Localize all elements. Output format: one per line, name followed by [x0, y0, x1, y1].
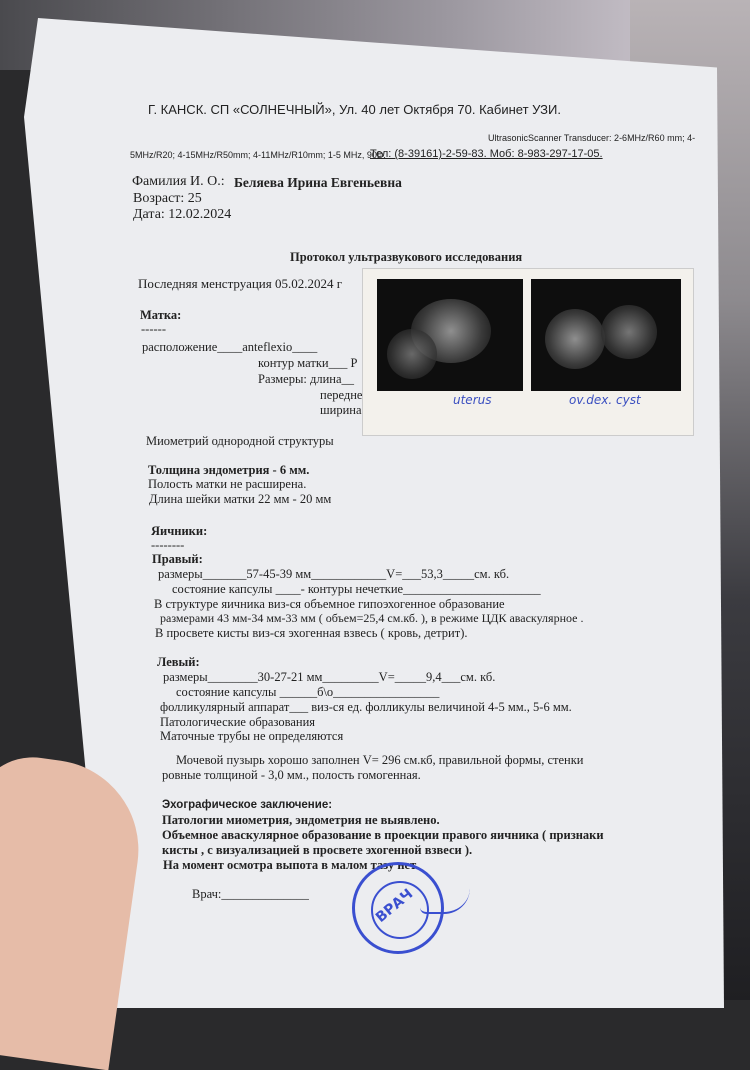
uterus-heading: Матка: [140, 308, 182, 322]
bladder-line-2: ровные толщиной - 3,0 мм., полость гомогенная. [162, 768, 421, 782]
ultrasound-image-uterus [377, 279, 523, 391]
doctor-signature-line: Врач:______________ [192, 887, 309, 901]
photo-note-right-ovary: ov.dex. cyst [569, 393, 641, 407]
endometrium-thickness: Толщина эндометрия - 6 мм. [148, 463, 310, 477]
last-period: Последняя менструация 05.02.2024 г [138, 276, 343, 291]
conclusion-line-3: кисты , с визуализацией в просвете эхогенной взвеси ). [162, 843, 473, 857]
stamp-text: ВРАЧ [372, 886, 417, 926]
ovaries-heading: Яичники: [151, 524, 208, 538]
pathological-formations: Патологические образования [160, 715, 316, 729]
clinic-header-line1: Г. КАНСК. СП «СОЛНЕЧНЫЙ», Ул. 40 лет Октября 70. Кабинет УЗИ. [148, 102, 561, 117]
right-ovary-structure-2: размерами 43 мм-34 мм-33 мм ( объем=25,4 см.кб. ), в режиме ЦДК аваскулярное . [160, 611, 584, 625]
fallopian-tubes: Маточные трубы не определяются [160, 729, 344, 743]
cervix-length: Длина шейки матки 22 мм - 20 мм [149, 492, 332, 506]
conclusion-line-4: На момент осмотра выпота в малом тазу нет. [163, 858, 419, 872]
uterus-position: расположение____anteflexio____ [142, 340, 318, 354]
bladder-line-1: Мочевой пузырь хорошо заполнен V= 296 см.кб, правильной формы, стенки [176, 753, 584, 767]
clinic-phones: Тел: (8-39161)-2-59-83. Моб: 8-983-297-17-05. [370, 148, 603, 160]
patient-age: Возраст: 25 [133, 191, 202, 206]
uterus-contour: контур матки___ Р [258, 356, 358, 370]
uterus-width: ширина [320, 403, 362, 417]
right-ovary-capsule: состояние капсулы ____- контуры нечеткие______________________ [172, 582, 541, 596]
left-ovary-heading: Левый: [157, 655, 200, 669]
ultrasound-photo-print [362, 268, 694, 436]
clinic-header-line2: 5MHz/R20; 4-15MHz/R50mm; 4-11MHz/R10mm; 1-5 MHz, 90D. [130, 150, 386, 160]
conclusion-line-2: Объемное аваскулярное образование в проекции правого яичника ( признаки [162, 828, 604, 842]
uterus-dashes: ------ [141, 322, 166, 336]
document-title: Протокол ультразвукового исследования [290, 250, 523, 264]
right-ovary-heading: Правый: [152, 552, 203, 566]
exam-date: Дата: 12.02.2024 [133, 207, 232, 222]
patient-name-value: Беляева Ирина Евгеньевна [234, 175, 402, 190]
uterus-front: передне [320, 388, 363, 402]
left-ovary-capsule: состояние капсулы ______б\о_________________ [176, 685, 440, 699]
clinic-header-scanner: UltrasonicScanner Transducer: 2-6MHz/R60 mm; 4- [488, 133, 696, 143]
right-ovary-sizes: размеры_______57-45-39 мм____________V=___53,3_____см. кб. [158, 567, 510, 581]
left-ovary-sizes: размеры________30-27-21 мм_________V=_____9,4___см. кб. [163, 670, 496, 684]
right-ovary-structure-3: В просвете кисты виз-ся эхогенная взвесь ( кровь, детрит). [155, 626, 468, 640]
conclusion-heading: Эхографическое заключение: [162, 799, 333, 811]
left-ovary-follicles: фолликулярный аппарат___ виз-ся ед. фолликулы величиной 4-5 мм., 5-6 мм. [160, 700, 572, 714]
ultrasound-image-right-ovary [531, 279, 681, 391]
patient-name-label: Фамилия И. О.: [132, 174, 225, 189]
myometrium: Миометрий однородной структуры [146, 434, 334, 448]
conclusion-line-1: Патологии миометрия, эндометрия не выявлено. [162, 813, 440, 827]
right-ovary-structure-1: В структуре яичника виз-ся объемное гипоэхогенное образование [154, 597, 505, 611]
uterus-sizes: Размеры: длина__ [258, 372, 354, 386]
ovaries-dashes: -------- [151, 538, 185, 552]
photo-note-uterus: uterus [453, 393, 492, 407]
uterine-cavity: Полость матки не расширена. [148, 477, 307, 491]
